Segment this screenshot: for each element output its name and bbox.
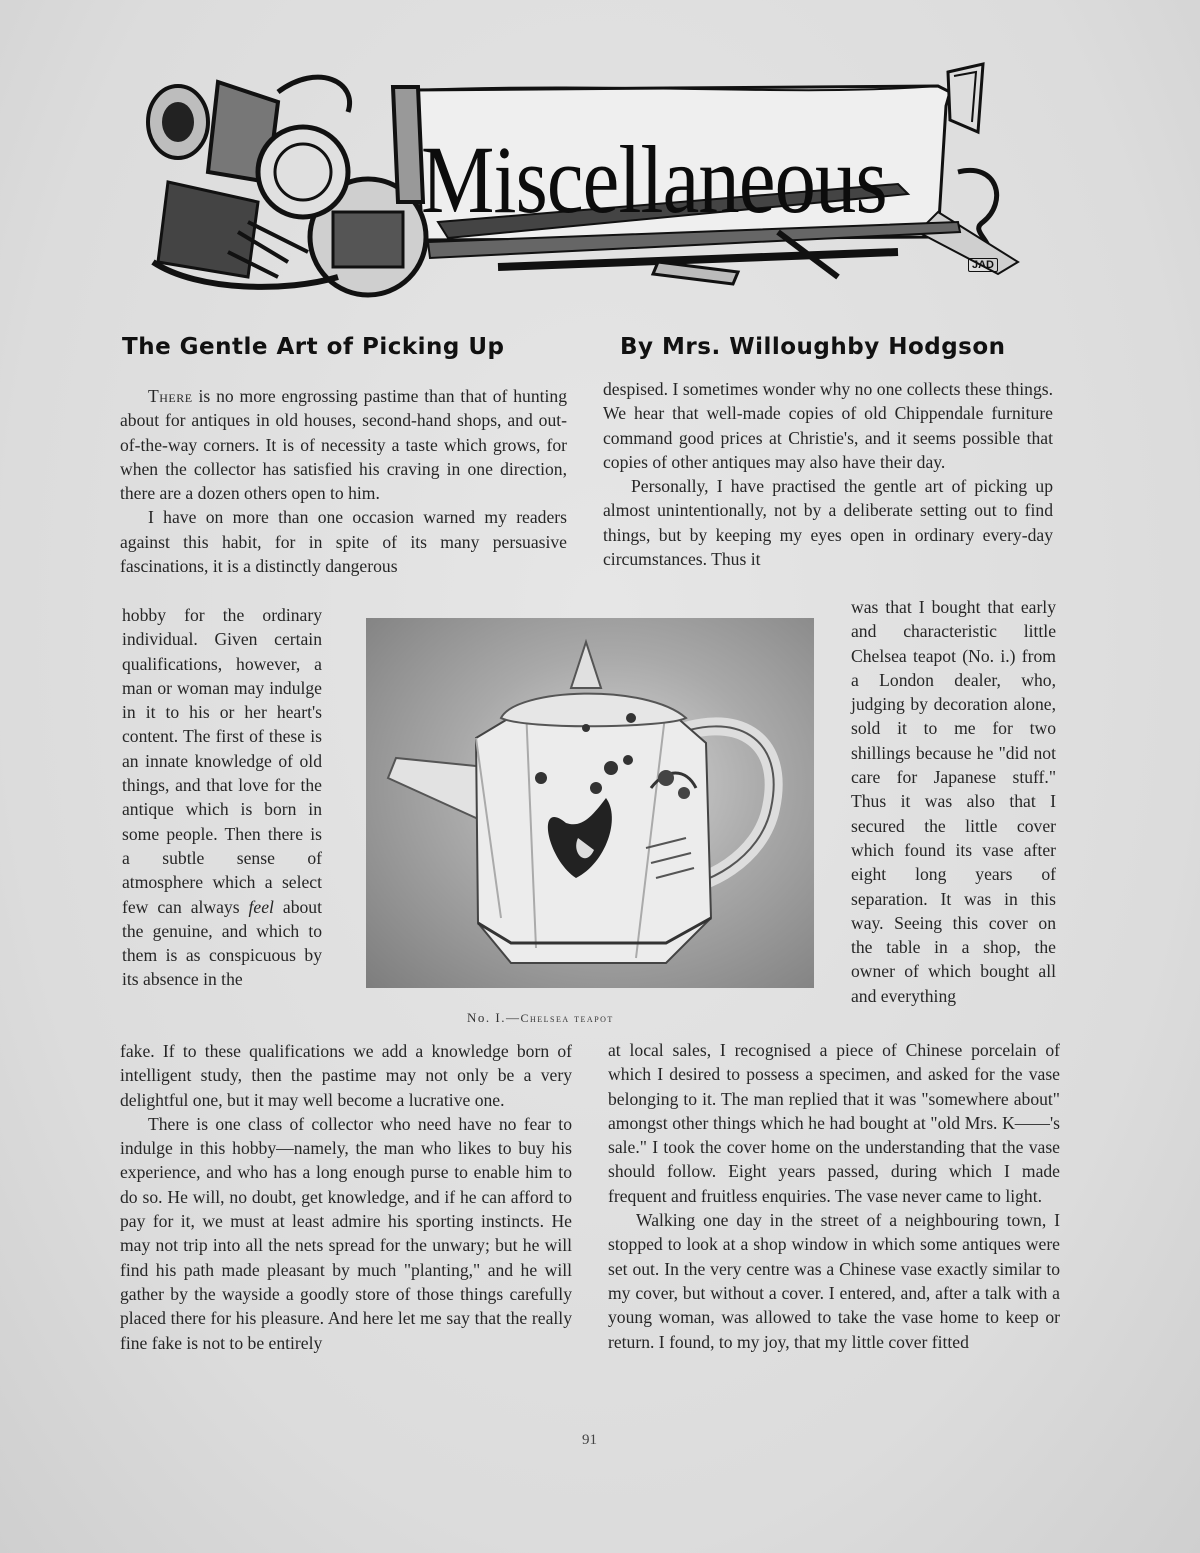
chelsea-teapot-photo <box>366 618 814 988</box>
figure-caption <box>467 1010 614 1026</box>
left-paragraph-2-wrap <box>122 603 322 992</box>
left-column-wrap <box>122 603 322 992</box>
right-paragraph-2-bottom: at local sales, I recognised a piece of Chinese porcelain of which I desired to possess a specimen, and asked for the vase belonging to it. The man replied that it was "somewhere about" amongst other things which he had bought at "old Mrs. K——'s sale." I took the cover home on the understanding that the vase should follow. Eight years passed, during which I made frequent and fruitless enquiries. The vase never came to light. <box>608 1040 1060 1206</box>
right-column-top <box>603 377 1053 571</box>
right-paragraph-1: despised. I sometimes wonder why no one collects these things. We hear that well-made copies of old Chippendale furniture command good prices at Christie's, and it seems possible that copies of other antiques may also have their day. <box>603 379 1053 472</box>
artist-signature: JAD <box>968 258 998 272</box>
italic-feel: feel <box>248 896 274 917</box>
left-paragraph-3: There is one class of collector who need have no fear to indulge in this hobby—namely, the man who likes to buy his experience, and who has a long enough purse to enable him to do so. He will, no doubt, get knowledge, and if he can afford to pay for it, we must at least admire his sporting instincts. He may not trip into all the nets spread for the unwary; but he will find his path made pleasant by much "planting," and he will gather by the wayside a goodly store of those things carefully placed there for his pleasure. And here let me say that the really fine fake is not to be entirely <box>120 1113 572 1353</box>
banner-title: Miscellaneous <box>421 126 887 233</box>
left-paragraph-1 <box>120 384 567 505</box>
miscellaneous-banner <box>138 62 1068 302</box>
right-paragraph-3: Walking one day in the street of a neighbouring town, I stopped to look at a shop window in which some antiques were set out. In the very centre was a Chinese vase exactly similar to my cover, but without a cover. I entered, and, after a talk with a young woman, was allowed to take the vase home to keep or return. I found, to my joy, that my little cover fitted <box>608 1210 1060 1352</box>
right-column-bottom <box>608 1038 1060 1354</box>
left-paragraph-2-top: I have on more than one occasion warned my readers against this habit, for in spite of its many persuasive fascinations, it is a distinctly dangerous <box>120 507 567 577</box>
left-wrap-text-b: about the genuine, and which to them is as conspicuous by its absence in the <box>122 896 322 990</box>
page-number: 91 <box>582 1432 597 1448</box>
right-paragraph-2-top: Personally, I have practised the gentle art of picking up almost unintentionally, not by a deliberate setting out to find things, but by keeping my eyes open in ordinary every-day circumstances. Thus it <box>603 476 1053 570</box>
article-byline: By Mrs. Willoughby Hodgson <box>620 334 1006 360</box>
teapot-illustration <box>366 618 814 988</box>
article-title: The Gentle Art of Picking Up <box>122 334 505 360</box>
left-column-bottom <box>120 1039 572 1355</box>
left-paragraph-2-bottom: fake. If to these qualifications we add a knowledge born of intelligent study, then the pastime may not only be a very delightful one, but it may well become a lucrative one. <box>120 1041 572 1110</box>
left-wrap-text-a: hobby for the ordinary individual. Given certain qualifications, however, a man or woman may indulge in it to his or her heart's content. The first of these is an innate knowledge of old things, and that love for the antique which is born in some people. Then there is a subtle sense of atmosphere which a select few can always <box>122 605 322 917</box>
left-column-top <box>120 384 567 578</box>
drop-word: There <box>148 386 193 406</box>
right-column-wrap <box>851 595 1056 1008</box>
right-paragraph-2-wrap: was that I bought that early and characteristic little Chelsea teapot (No. i.) from a London dealer, who, judging by decoration alone, sold it to me for two shillings because he "did not care for Japanese stuff." Thus it was also that I secured the little cover which found its vase after eight long years of separation. It was in this way. Seeing this cover on the table in a shop, the owner of which bought all and everything <box>851 597 1056 1006</box>
caption-number: No. I.— <box>467 1010 521 1025</box>
left-paragraph-1-text: is no more engrossing pastime than that of hunting about for antiques in old houses, second-hand shops, and out-of-the-way corners. It is of necessity a taste which grows, for when the collector has satisfied his craving in one direction, there are a dozen others open to him. <box>120 386 567 504</box>
caption-text: Chelsea teapot <box>520 1011 614 1025</box>
